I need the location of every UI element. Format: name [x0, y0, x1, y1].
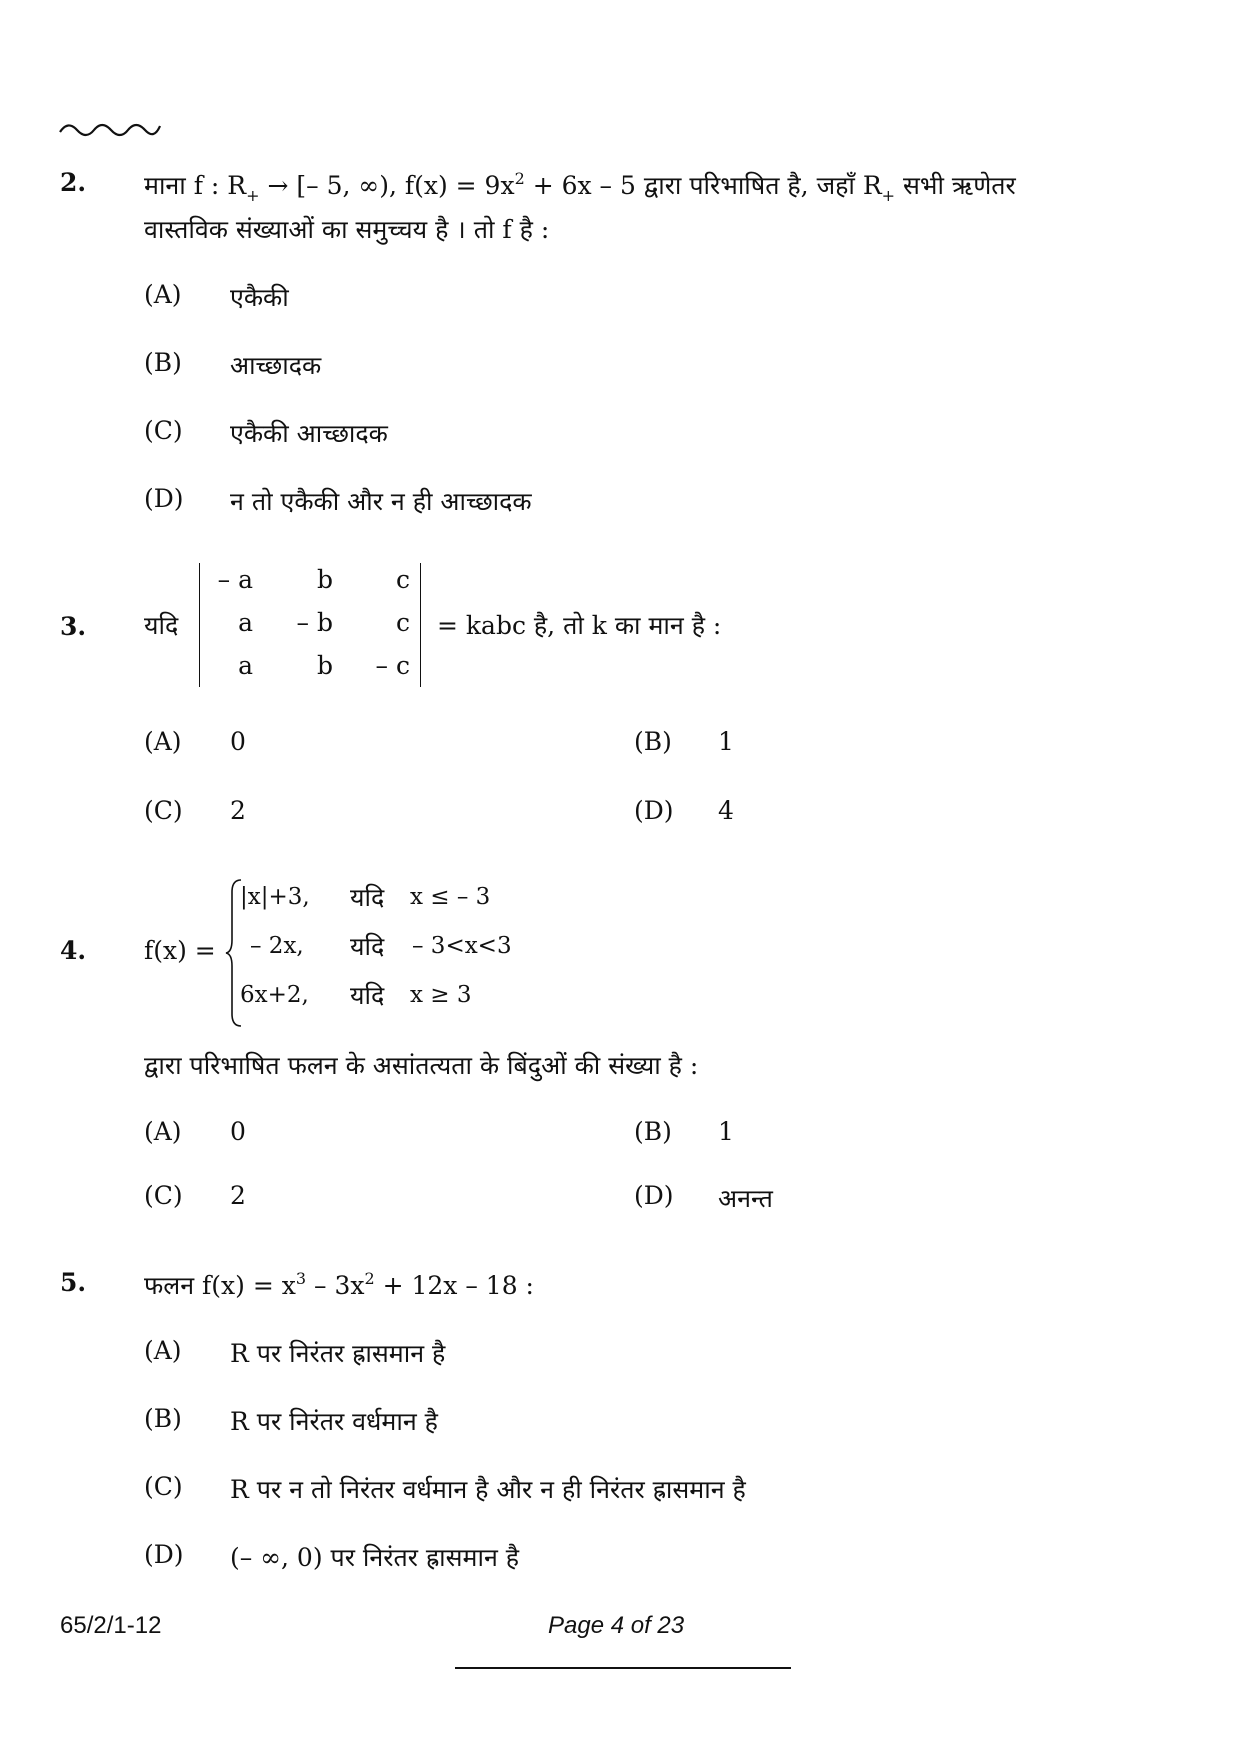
- det-cell-1-1: – a: [217, 565, 253, 594]
- question-4-text: द्वारा परिभाषित फलन के असांतत्यता के बिंदुओं की संख्या है :: [144, 1051, 699, 1080]
- footer-paper-code: 65/2/1-12: [60, 1612, 162, 1639]
- question-5-number: 5.: [60, 1268, 87, 1297]
- q4-case-2-expr: – 2x,: [250, 933, 304, 959]
- q5-option-a-label: (A): [144, 1336, 182, 1365]
- q2-text-mid2: + 6x – 5 द्वारा परिभाषित है, जहाँ R: [524, 171, 882, 200]
- q4-case-1-cond: x ≤ – 3: [410, 884, 491, 910]
- q2-option-d-label: (D): [144, 484, 184, 513]
- q4-case-1-expr: |x|+3,: [240, 884, 310, 910]
- q2-sub2: +: [881, 186, 896, 205]
- q2-sub1: +: [246, 186, 260, 205]
- question-3-prefix: यदि: [144, 611, 179, 640]
- q4-case-2-cond: – 3<x<3: [412, 933, 512, 959]
- q4-option-b-label: (B): [634, 1117, 672, 1146]
- q3-option-b-label: (B): [634, 727, 672, 756]
- q5-option-c-label: (C): [144, 1472, 183, 1501]
- det-cell-3-2: b: [316, 651, 333, 680]
- question-2-text-line2: वास्तविक संख्याओं का समुच्चय है । तो f है :: [144, 215, 550, 244]
- q4-option-d-text: अनन्त: [718, 1184, 773, 1213]
- q3-option-a-label: (A): [144, 727, 182, 756]
- q3-option-a-text: 0: [230, 727, 246, 756]
- q3-option-b-text: 1: [718, 727, 734, 756]
- q3-option-c-label: (C): [144, 796, 183, 825]
- q5-sup2: 2: [364, 1269, 375, 1288]
- q4-case-3-cond: x ≥ 3: [410, 982, 472, 1008]
- det-cell-2-3: c: [395, 608, 410, 637]
- q5-text-mid: – 3x: [306, 1271, 365, 1300]
- q5-option-a-text: R पर निरंतर ह्रासमान है: [230, 1339, 446, 1368]
- q5-option-b-text: R पर निरंतर वर्धमान है: [230, 1407, 438, 1436]
- q3-option-c-text: 2: [230, 796, 246, 825]
- question-4-lhs: f(x) =: [144, 936, 216, 965]
- q2-option-b-text: आच्छादक: [230, 351, 322, 380]
- det-cell-1-2: b: [316, 565, 333, 594]
- q5-option-d-text: (– ∞, 0) पर निरंतर ह्रासमान है: [230, 1543, 520, 1572]
- footer-underline: [455, 1667, 791, 1669]
- q3-option-d-text: 4: [718, 796, 734, 825]
- q5-option-c-text: R पर न तो निरंतर वर्धमान है और न ही निरंतर ह्रासमान है: [230, 1475, 746, 1504]
- determinant: [199, 563, 421, 687]
- question-3-suffix: = kabc है, तो k का मान है :: [437, 611, 722, 640]
- q4-option-d-label: (D): [634, 1181, 674, 1210]
- q4-case-3-word: यदि: [350, 981, 385, 1010]
- q5-text-end: + 12x – 18 :: [374, 1271, 534, 1300]
- footer-page-number: Page 4 of 23: [548, 1612, 685, 1639]
- det-cell-3-1: a: [238, 651, 253, 680]
- q2-option-d-text: न तो एकैकी और न ही आच्छादक: [230, 487, 532, 516]
- q3-option-d-label: (D): [634, 796, 674, 825]
- q2-option-a-label: (A): [144, 280, 182, 309]
- q2-option-b-label: (B): [144, 348, 182, 377]
- det-cell-2-2: – b: [296, 608, 333, 637]
- q2-text-end: सभी ऋणेतर: [895, 171, 1016, 200]
- q2-option-a-text: एकैकी: [230, 283, 289, 312]
- q4-case-1-word: यदि: [350, 883, 385, 912]
- question-2-text-line1: [144, 168, 1016, 205]
- det-cell-1-3: c: [395, 565, 410, 594]
- q2-option-c-text: एकैकी आच्छादक: [230, 419, 388, 448]
- question-4-number: 4.: [60, 936, 87, 965]
- q4-case-3-expr: 6x+2,: [240, 982, 309, 1008]
- q4-case-2-word: यदि: [350, 932, 385, 961]
- q5-sup1: 3: [295, 1269, 307, 1288]
- q4-option-c-label: (C): [144, 1181, 183, 1210]
- det-cell-2-1: a: [238, 608, 253, 637]
- q4-option-c-text: 2: [230, 1181, 246, 1210]
- q2-text-pre: माना f : R: [144, 171, 247, 200]
- q4-option-a-label: (A): [144, 1117, 182, 1146]
- question-5-text: [144, 1268, 534, 1302]
- q4-option-a-text: 0: [230, 1117, 246, 1146]
- q5-text-pre: फलन f(x) = x: [144, 1271, 296, 1300]
- q4-option-b-text: 1: [718, 1117, 734, 1146]
- q5-option-d-label: (D): [144, 1540, 184, 1569]
- q5-option-b-label: (B): [144, 1404, 182, 1433]
- det-cell-3-3: – c: [375, 651, 410, 680]
- q2-option-c-label: (C): [144, 416, 183, 445]
- q2-text-mid: → [– 5, ∞), f(x) = 9x: [259, 171, 515, 200]
- question-3-number: 3.: [60, 612, 87, 641]
- wave-ornament-icon: [58, 118, 162, 140]
- question-2-number: 2.: [60, 168, 87, 197]
- q2-sup: 2: [514, 169, 525, 188]
